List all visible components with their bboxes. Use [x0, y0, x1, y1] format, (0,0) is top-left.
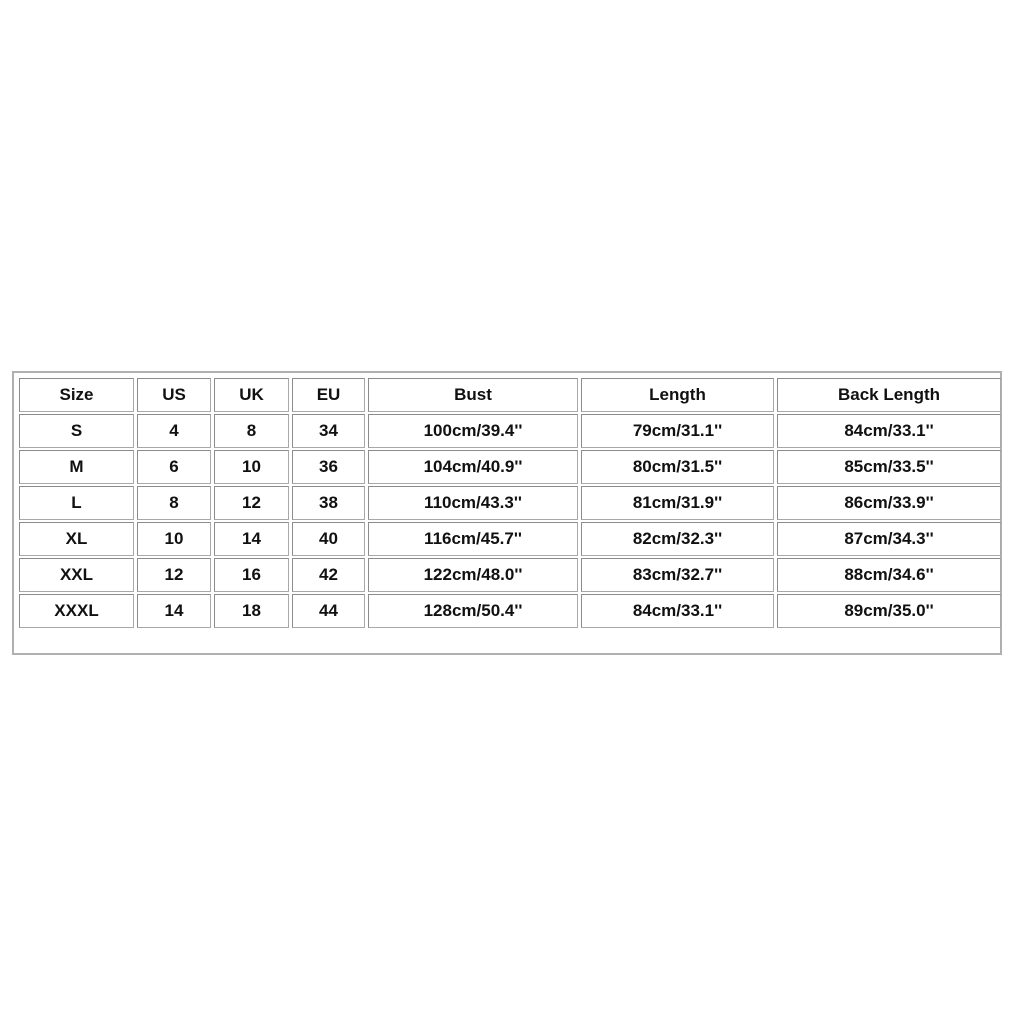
cell-back-length: 85cm/33.5'': [777, 450, 1001, 484]
cell-bust: 100cm/39.4'': [368, 414, 578, 448]
cell-uk: 16: [214, 558, 289, 592]
cell-size: XXXL: [19, 594, 134, 628]
cell-size: XL: [19, 522, 134, 556]
cell-length: 82cm/32.3'': [581, 522, 774, 556]
size-table: [16, 376, 1004, 630]
header-length: Length: [581, 378, 774, 412]
cell-size: L: [19, 486, 134, 520]
cell-back-length: 86cm/33.9'': [777, 486, 1001, 520]
cell-eu: 34: [292, 414, 365, 448]
cell-us: 4: [137, 414, 211, 448]
cell-length: 79cm/31.1'': [581, 414, 774, 448]
cell-us: 12: [137, 558, 211, 592]
cell-us: 10: [137, 522, 211, 556]
cell-eu: 38: [292, 486, 365, 520]
header-row: [19, 378, 1001, 412]
cell-uk: 12: [214, 486, 289, 520]
cell-size: M: [19, 450, 134, 484]
cell-eu: 40: [292, 522, 365, 556]
cell-back-length: 89cm/35.0'': [777, 594, 1001, 628]
header-size: Size: [19, 378, 134, 412]
cell-size: XXL: [19, 558, 134, 592]
header-back-length: Back Length: [777, 378, 1001, 412]
table-row: [19, 414, 1001, 448]
cell-uk: 10: [214, 450, 289, 484]
header-us: US: [137, 378, 211, 412]
cell-length: 81cm/31.9'': [581, 486, 774, 520]
table-row: [19, 522, 1001, 556]
header-bust: Bust: [368, 378, 578, 412]
cell-eu: 42: [292, 558, 365, 592]
cell-uk: 8: [214, 414, 289, 448]
cell-us: 8: [137, 486, 211, 520]
table-row: [19, 558, 1001, 592]
cell-length: 84cm/33.1'': [581, 594, 774, 628]
cell-size: S: [19, 414, 134, 448]
cell-eu: 44: [292, 594, 365, 628]
table-row: [19, 450, 1001, 484]
cell-bust: 116cm/45.7'': [368, 522, 578, 556]
cell-bust: 128cm/50.4'': [368, 594, 578, 628]
cell-us: 6: [137, 450, 211, 484]
header-eu: EU: [292, 378, 365, 412]
size-chart: [12, 371, 1002, 655]
cell-length: 80cm/31.5'': [581, 450, 774, 484]
table-row: [19, 486, 1001, 520]
cell-uk: 18: [214, 594, 289, 628]
cell-bust: 122cm/48.0'': [368, 558, 578, 592]
header-uk: UK: [214, 378, 289, 412]
cell-length: 83cm/32.7'': [581, 558, 774, 592]
cell-bust: 104cm/40.9'': [368, 450, 578, 484]
cell-back-length: 84cm/33.1'': [777, 414, 1001, 448]
cell-back-length: 88cm/34.6'': [777, 558, 1001, 592]
cell-eu: 36: [292, 450, 365, 484]
cell-back-length: 87cm/34.3'': [777, 522, 1001, 556]
table-row: [19, 594, 1001, 628]
cell-uk: 14: [214, 522, 289, 556]
cell-us: 14: [137, 594, 211, 628]
cell-bust: 110cm/43.3'': [368, 486, 578, 520]
